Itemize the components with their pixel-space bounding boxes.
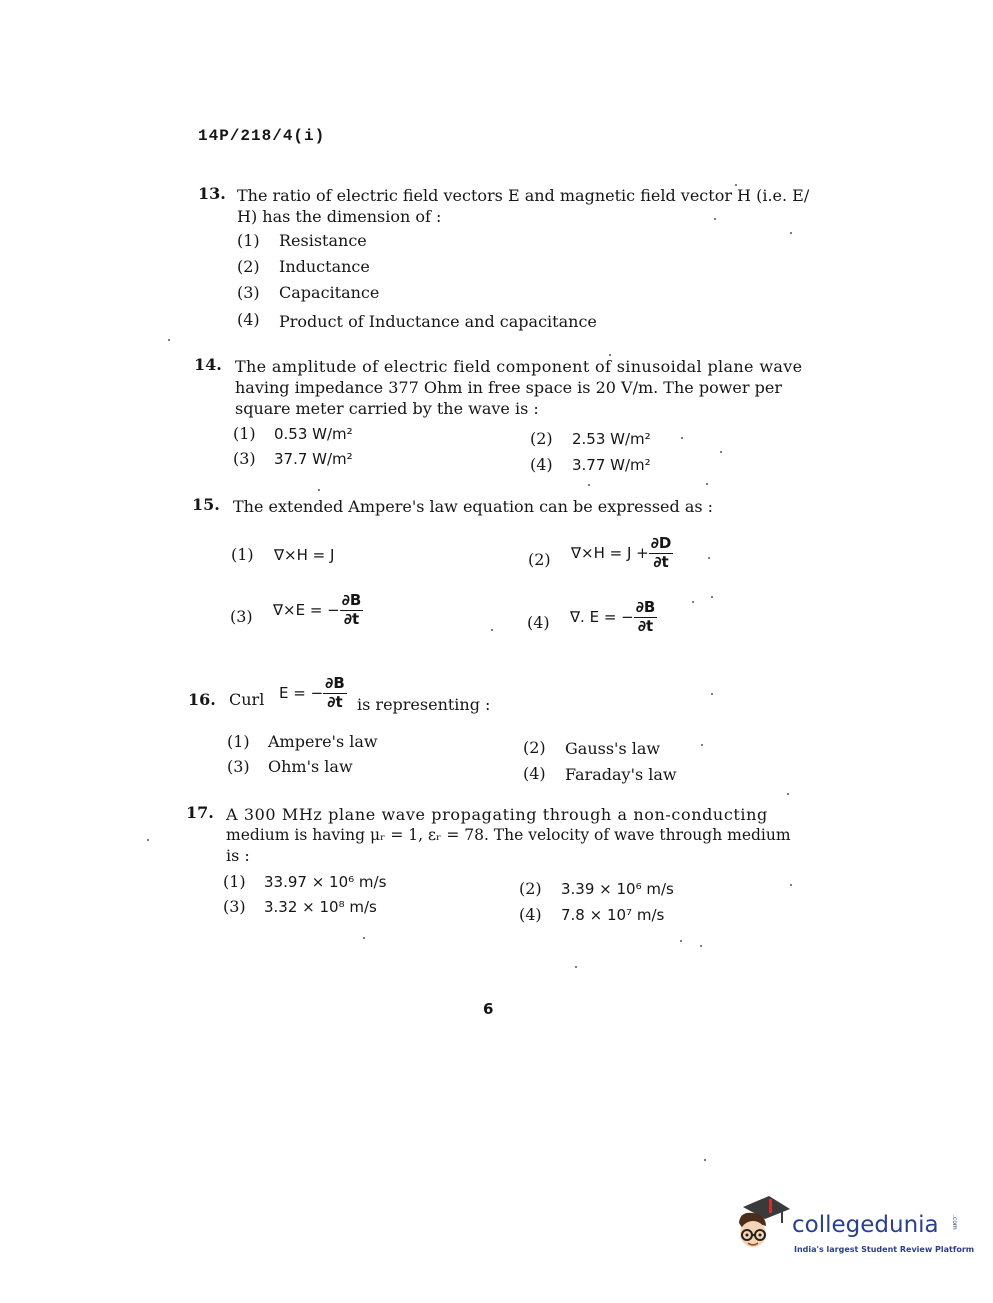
option-text: 7.8 × 10⁷ m/s: [561, 906, 665, 924]
question-text: The ratio of electric field vectors E and magnetic field vector H (i.e. E/: [237, 186, 810, 205]
option-text: Ampere's law: [268, 732, 378, 751]
option-number: (4): [237, 310, 260, 329]
fraction-denominator: ∂t: [653, 552, 669, 571]
fraction-denominator: ∂t: [327, 692, 343, 711]
option-text: 37.7 W/m²: [274, 450, 353, 468]
option-number: (4): [527, 613, 550, 632]
option-text: 2.53 W/m²: [572, 430, 651, 448]
option-text: Inductance: [279, 257, 370, 276]
question-text: The extended Ampere's law equation can be expressed as :: [233, 497, 714, 516]
option-number: (4): [519, 905, 542, 924]
question-text: is representing :: [357, 695, 491, 714]
equation: [273, 593, 363, 628]
option-number: (2): [237, 257, 260, 276]
option-text: Faraday's law: [565, 765, 677, 784]
equation-lhs: ∇×H = J +: [571, 543, 649, 562]
logo-domain-suffix: .com: [951, 1215, 958, 1230]
question-text: Curl: [229, 690, 265, 709]
equation-lhs: ∇×E = −: [273, 600, 340, 619]
fraction-numerator: ∂D: [650, 534, 672, 552]
question-text: The amplitude of electric field component of sinusoidal plane wave: [235, 357, 803, 376]
option-number: (3): [233, 449, 256, 468]
option-text: 3.77 W/m²: [572, 456, 651, 474]
logo-tagline: India's largest Student Review Platform: [794, 1245, 975, 1254]
fraction-numerator: ∂B: [341, 591, 362, 609]
option-text: 33.97 × 10⁶ m/s: [264, 873, 387, 891]
question-text: medium is having μᵣ = 1, εᵣ = 78. The velocity of wave through medium: [226, 826, 791, 844]
option-number: (1): [237, 231, 260, 250]
option-number: (3): [230, 607, 253, 626]
option-number: (3): [223, 897, 246, 916]
option-number: (2): [530, 429, 553, 448]
option-number: (3): [227, 757, 250, 776]
question-text: square meter carried by the wave is :: [235, 399, 539, 418]
page-number: 6: [483, 1000, 494, 1018]
fraction-denominator: ∂t: [343, 609, 360, 628]
logo-wordmark: collegedunia: [792, 1212, 939, 1238]
question-number: 14.: [194, 355, 222, 374]
fraction-denominator: ∂t: [637, 616, 654, 635]
question-text: A 300 MHz plane wave propagating through a non-conducting: [226, 805, 768, 824]
question-text: is :: [226, 846, 250, 865]
fraction-numerator: ∂B: [635, 598, 656, 616]
question-text: having impedance 377 Ohm in free space is 20 V/m. The power per: [235, 378, 782, 397]
mascot-icon: [733, 1193, 793, 1258]
equation-lhs: ∇. E = −: [570, 607, 634, 626]
option-text: 3.39 × 10⁶ m/s: [561, 880, 674, 898]
equation-lhs: E = −: [279, 683, 324, 702]
option-number: (2): [519, 879, 542, 898]
question-number: 16.: [188, 690, 216, 709]
option-number: (1): [227, 732, 250, 751]
option-number: (2): [528, 550, 551, 569]
option-number: (1): [233, 424, 256, 443]
option-text: 0.53 W/m²: [274, 425, 353, 443]
fraction: [323, 676, 347, 711]
option-number: (4): [523, 764, 546, 783]
paper-code: 14P/218/4(i): [198, 127, 326, 145]
option-text: Resistance: [279, 231, 367, 250]
fraction-numerator: ∂B: [325, 674, 345, 692]
fraction: [340, 593, 364, 628]
option-text: Capacitance: [279, 283, 380, 302]
equation: [570, 600, 657, 635]
question-text: H) has the dimension of :: [237, 207, 442, 226]
fraction: [649, 536, 674, 571]
option-text: 3.32 × 10⁸ m/s: [264, 898, 377, 916]
option-number: (1): [231, 545, 254, 564]
option-text: Gauss's law: [565, 739, 661, 758]
fraction: [634, 600, 658, 635]
question-number: 15.: [192, 495, 220, 514]
option-number: (1): [223, 872, 246, 891]
option-number: (2): [523, 738, 546, 757]
equation: [571, 536, 673, 571]
equation: ∇×H = J: [274, 546, 335, 564]
question-number: 13.: [198, 184, 226, 203]
option-number: (3): [237, 283, 260, 302]
collegedunia-logo[interactable]: [733, 1193, 975, 1263]
option-text: Ohm's law: [268, 757, 353, 776]
option-text: Product of Inductance and capacitance: [279, 312, 597, 331]
question-number: 17.: [186, 803, 214, 822]
equation: [279, 676, 347, 711]
option-number: (4): [530, 455, 553, 474]
